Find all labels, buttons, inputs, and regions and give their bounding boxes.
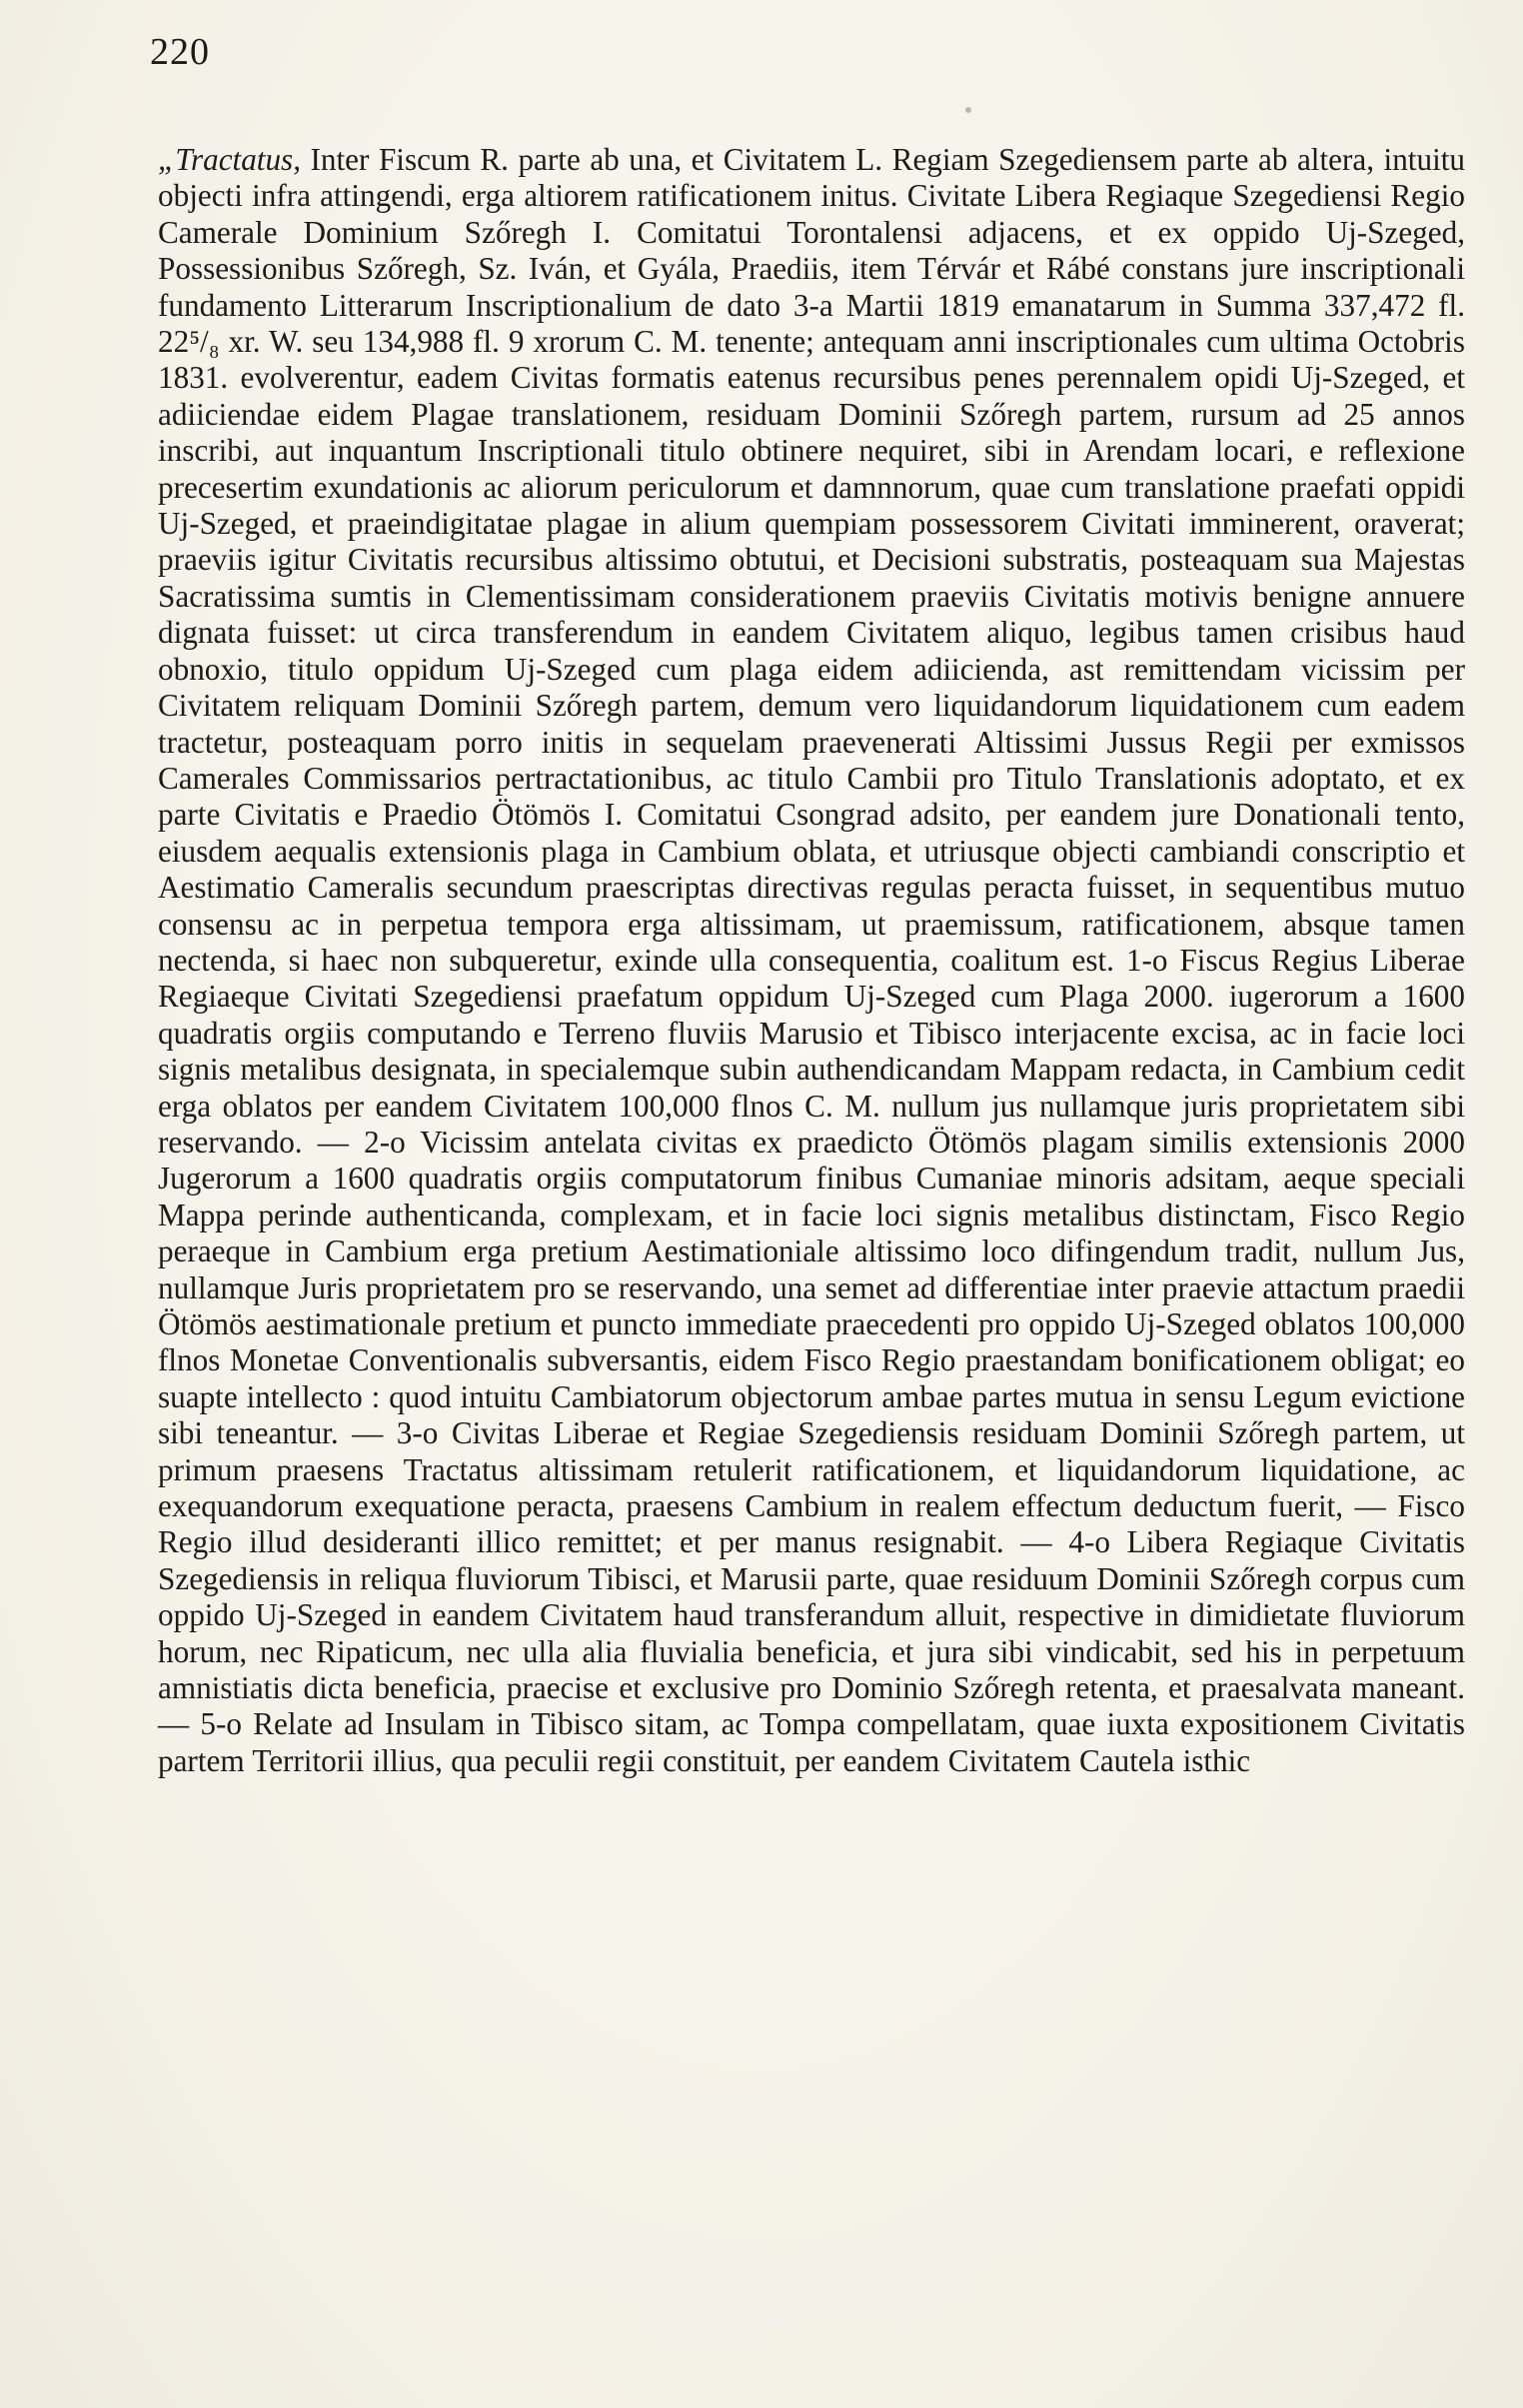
paragraph-text: Inter Fiscum R. parte ab una, et Civitatem L. Regiam Szegediensem parte ab altera, intuitu objecti infra attingendi, erga altiorem ratificationem initus. Civitate Libera Regiaque Szegediensi Regio Camerale Dominium Szőregh I. Comitatui Torontalensi adjacens, et ex oppido Uj-Szeged, Possessionibus Szőregh, Sz. Iván, et Gyála, Praediis, item Térvár et Rábé constans jure inscriptionali fundamento Litterarum Inscriptionalium de dato 3-a Martii 1819 emanatarum in Summa 337,472 fl. 22⁵/₈ xr. W. seu 134,988 fl. 9 xrorum C. M. tenente; antequam anni inscriptionales cum ultima Octobris 1831. evolverentur, eadem Civitas formatis eatenus recursibus penes perennalem opidi Uj-Szeged, et adiiciendae eidem Plagae translationem, residuam Dominii Szőregh partem, rursum ad 25 annos inscribi, aut inquantum Inscriptionali titulo obtinere nequiret, sibi in Arendam locari, e reflexione precesertim exundationis ac aliorum periculorum et damnnorum, quae cum translatione praefati oppidi Uj-Szeged, et praeindigitatae plagae in alium quempiam possessorem Civitati imminerent, oraverat; praeviis igitur Civitatis recursibus altissimo obtutui, et Decisioni substratis, posteaquam sua Majestas Sacratissima sumtis in Clementissimam considerationem praeviis Civitatis motivis benigne annuere dignata fuisset: ut circa transferendum in eandem Civitatem aliquo, legibus tamen crisibus haud obnoxio, titulo oppidum Uj-Szeged cum plaga eidem adiicienda, ast remittendam vicissim per Civitatem reliquam Dominii Szőregh partem, demum vero liquidandorum liquidationem cum eadem tractetur, posteaquam porro initis in sequelam praevenerati Altissimi Jussus Regii per exmissos Camerales Commissarios pertractationibus, ac titulo Cambii pro Titulo Translationis adoptato, et ex parte Civitatis e Praedio Ötömös I. Comitatui Csongrad adsito, per eandem jure Donationali tento, eiusdem aequalis extensionis plaga in Cambium oblata, et utriusque objecti cambiandi conscriptio et Aestimatio Cameralis secundum praescriptas directivas regulas peracta fuisset, in sequentibus mutuo consensu ac in perpetua tempora erga altissimam, ut praemissum, ratificationem, absque tamen nectenda, si haec non subqueretur, exinde ulla consequentia, coalitum est. 1-o Fiscus Regius Liberae Regiaeque Civitati Szegediensi praefatum oppidum Uj-Szeged cum Plaga 2000. iugerorum a 1600 quadratis orgiis computando e Terreno fluviis Marusio et Tibisco interjacente excisa, ac in facie loci signis metalibus designata, in specialemque subin authendicandam Mappam redacta, in Cambium cedit erga oblatos per eandem Civitatem 100,000 flnos C. M. nullum jus nullamque juris proprietatem sibi reservando. — 2-o Vicissim antelata civitas ex praedicto Ötömös plagam similis extensionis 2000 Jugerorum a 1600 quadratis orgiis computatorum finibus Cumaniae minoris adsitam, aeque speciali Mappa perinde authenticanda, complexam, et in facie loci signis metalibus distinctam, Fisco Regio peraeque in Cambium erga pretium Aestimationiale altissimo loco difingendum tradit, nullum Jus, nullamque Juris proprietatem pro se reservando, una semet ad differentiae inter praevie attactum praedii Ötömös aestimationale pretium et puncto immediate praecedenti pro oppido Uj-Szeged oblatos 100,000 flnos Monetae Conventionalis subversantis, eidem Fisco Regio praestandam bonificationem obligat; eo suapte intellecto : quod intuitu Cambiatorum objectorum ambae partes mutua in sensu Legum evictione sibi teneantur. — 3-o Civitas Liberae et Regiae Szegediensis residuam Dominii Szőregh partem, ut primum praesens Tractatus altissimam retulerit ratificationem, et liquidandorum liquidatione, ac exequandorum exequatione peracta, praesens Cambium in realem effectum deductum fuerit, — Fisco Regio illud desideranti illico remittet; et per manus resignabit. — 4-o Libera Regiaque Civitatis Szegediensis in reliqua fluviorum Tibisci, et Marusii parte, quae residuum Dominii Szőregh corpus cum oppido Uj-Szeged in eandem Civitatem haud transferandum alluit, respective in dimidietate fluviorum horum, nec Ripaticum, nec ulla alia fluvialia beneficia, et jura sibi vindicabit, sed his in perpetuum amnistiatis dicta beneficia, praecise et exclusive pro Dominio Szőregh retenta, et praesalvata maneant. — 5-o Relate ad Insulam in Tibisco sitam, ac Tompa compellatam, quae iuxta expositionem Civitatis partem Territorii illius, qua peculii regii constituit, per eandem Civitatem Cautela isthic [158, 142, 1465, 1778]
main-text-block [158, 142, 1465, 1779]
print-speck [965, 107, 971, 113]
page-number: 220 [150, 31, 210, 73]
lead-word: „Tractatus, [158, 142, 301, 177]
